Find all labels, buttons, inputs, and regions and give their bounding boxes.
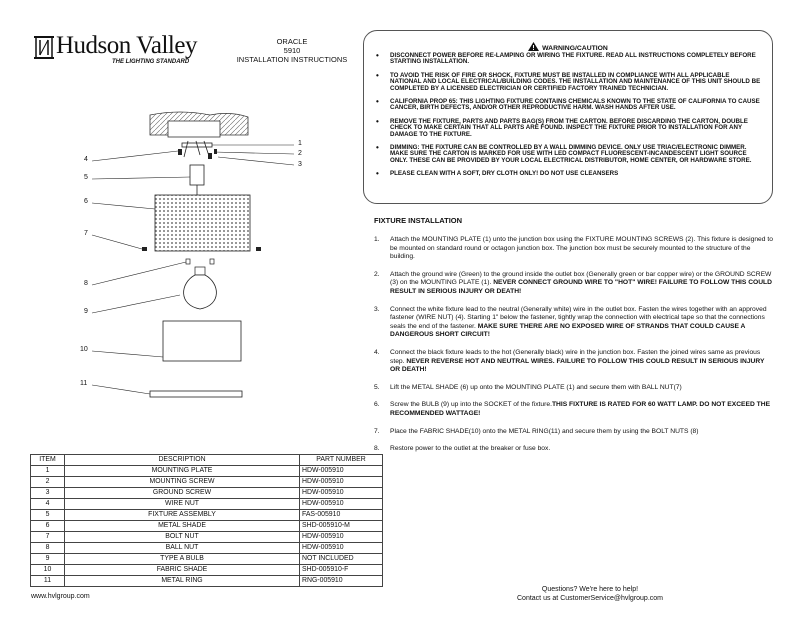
warning-box — [363, 30, 773, 204]
warning-heading — [364, 42, 772, 52]
step-text: Attach the ground wire (Green) to the ground inside the outlet box (Generally green or bar copper wire) or the GROUND SCREW (3) on the MOUNTING PLATE (1). — [390, 270, 772, 287]
step-warning: THIS FIXTURE IS RATED FOR 60 WATT LAMP. DO NOT EXCEED THE RECOMMENDED WATTAGE! — [390, 401, 771, 417]
table-row — [31, 554, 383, 565]
help-line: Questions? We're here to help! — [541, 586, 639, 593]
step-number: 6. — [374, 401, 380, 409]
callout-6: 6 — [84, 198, 88, 205]
part-number-cell: HDW-005910 — [300, 488, 383, 499]
help-contact — [480, 585, 700, 603]
column-header: PART NUMBER — [300, 455, 383, 466]
exploded-diagram — [70, 105, 320, 405]
installation-steps — [374, 236, 774, 463]
part-number-cell: HDW-005910 — [300, 477, 383, 488]
step-number: 2. — [374, 270, 380, 278]
description-cell: FABRIC SHADE — [65, 565, 300, 576]
table-row — [31, 488, 383, 499]
item-cell: 2 — [31, 477, 65, 488]
part-number-cell: NOT INCLUDED — [300, 554, 383, 565]
description-cell: MOUNTING PLATE — [65, 466, 300, 477]
document-header — [232, 37, 352, 64]
step-text: Attach the MOUNTING PLATE (1) unto the junction box using the FIXTURE MOUNTING SCREWS (2). This fixture is designed to be mounted on standard round or octagon junction box. The junction box must be securely mounted to the structure of the building. — [390, 236, 773, 261]
document-title: INSTALLATION INSTRUCTIONS — [236, 55, 348, 64]
step-item — [374, 445, 774, 454]
step-item — [374, 349, 774, 375]
lantern-logo-icon — [34, 34, 54, 60]
step-text: Connect the white fixture lead to the neutral (Generally white) wire in the outlet box. Fasten the wires together with an approved fastener (WIRE NUT) (4). Starting 1" below the fastener, tightly wrap the connection with electrical tape so that the connections seals the end of the fastener. — [390, 305, 767, 330]
description-cell: GROUND SCREW — [65, 488, 300, 499]
description-cell: BOLT NUT — [65, 532, 300, 543]
step-text: Connect the black fixture leads to the hot (Generally black) wire in the junction box. Fasten the joined wires same as previous step. — [390, 348, 761, 365]
step-item — [374, 401, 774, 418]
callout-11: 11 — [80, 380, 88, 387]
step-number: 7. — [374, 427, 380, 435]
table-row — [31, 543, 383, 554]
table-header-row — [31, 455, 383, 466]
callout-9: 9 — [84, 308, 88, 315]
installation-title: FIXTURE INSTALLATION — [374, 216, 463, 225]
step-text: Place the FABRIC SHADE(10) onto the METAL RING(11) and secure them by using the BOLT NUTS (8) — [390, 427, 699, 435]
item-cell: 6 — [31, 521, 65, 532]
step-text: Screw the BULB (9) up into the SOCKET of the fixture. — [390, 401, 552, 409]
description-cell: BALL NUT — [65, 543, 300, 554]
callout-4: 4 — [84, 156, 88, 163]
metal-shade — [155, 195, 250, 251]
step-number: 1. — [374, 236, 380, 243]
part-number-cell: HDW-005910 — [300, 543, 383, 554]
parts-table — [30, 454, 383, 587]
part-number-cell: SHD-005910-F — [300, 565, 383, 576]
step-item — [374, 271, 774, 297]
part-number-cell: HDW-005910 — [300, 532, 383, 543]
item-cell: 7 — [31, 532, 65, 543]
callout-8: 8 — [84, 280, 88, 287]
item-cell: 11 — [31, 576, 65, 587]
brand-logo — [34, 32, 220, 68]
table-row — [31, 521, 383, 532]
ceiling-junction-box — [150, 112, 248, 137]
warning-list — [374, 53, 762, 185]
table-row — [31, 576, 383, 587]
brand-tagline: THE LIGHTING STANDARD — [112, 59, 190, 65]
table-row — [31, 499, 383, 510]
item-cell: 9 — [31, 554, 65, 565]
step-number: 3. — [374, 305, 380, 313]
contact-email[interactable]: Contact us at CustomerService@hvlgroup.com — [517, 595, 663, 602]
fixture-assembly — [190, 165, 204, 195]
warning-triangle-icon — [528, 42, 539, 51]
warning-title: WARNING/CAUTION — [542, 45, 608, 52]
step-text: Restore power to the outlet at the breaker or fuse box. — [390, 445, 551, 453]
callout-7: 7 — [84, 230, 88, 237]
step-warning: NEVER REVERSE HOT AND NEUTRAL WIRES. FAILURE TO FOLLOW THIS COULD RESULT IN SERIOUS INJURY OR DEATH! — [390, 357, 765, 374]
warning-item: • TO AVOID THE RISK OF FIRE OR SHOCK, FIXTURE MUST BE INSTALLED IN COMPLIANCE WITH ALL APPLICABLE NATIONAL AND LOCAL ELECTRICAL/BUILDING CODES. THE INSTALLATION AND MAINTENANCE OF THIS UNIT SHOULD BE COMPLETED BY A LICENSED ELECTRICIAN OR CERTIFIED FACTORY TRAINED TECHNICIAN. — [374, 73, 762, 92]
callout-3: 3 — [298, 161, 302, 168]
warning-item: • PLEASE CLEAN WITH A SOFT, DRY CLOTH ONLY! DO NOT USE CLEANSERS — [374, 171, 762, 177]
step-text: Lift the METAL SHADE (6) up onto the MOUNTING PLATE (1) and secure them with BALL NUT(7) — [390, 383, 682, 391]
description-cell: MOUNTING SCREW — [65, 477, 300, 488]
mounting-plate — [178, 141, 217, 159]
step-item — [374, 428, 774, 437]
item-cell: 8 — [31, 543, 65, 554]
table-row — [31, 466, 383, 477]
callout-1: 1 — [298, 140, 302, 147]
callout-5: 5 — [84, 174, 88, 181]
bulb — [184, 267, 217, 309]
callout-10: 10 — [80, 346, 88, 353]
metal-ring — [150, 391, 242, 397]
column-header: DESCRIPTION — [65, 455, 300, 466]
part-number-cell: HDW-005910 — [300, 466, 383, 477]
item-cell: 1 — [31, 466, 65, 477]
callout-2: 2 — [298, 150, 302, 157]
product-name: ORACLE — [276, 37, 308, 46]
item-cell: 10 — [31, 565, 65, 576]
item-cell: 3 — [31, 488, 65, 499]
part-number-cell: RNG-005910 — [300, 576, 383, 587]
table-row — [31, 565, 383, 576]
table-row — [31, 532, 383, 543]
description-cell: FIXTURE ASSEMBLY — [65, 510, 300, 521]
step-number: 4. — [374, 348, 380, 356]
step-item — [374, 384, 774, 393]
description-cell: TYPE A BULB — [65, 554, 300, 565]
warning-item: • CALIFORNIA PROP 65: THIS LIGHTING FIXTURE CONTAINS CHEMICALS KNOWN TO THE STATE OF CALIFORNIA TO CAUSE CANCER, BIRTH DEFECTS, AND/OR OTHER REPRODUCTIVE HARM. WASH HANDS AFTER USE. — [374, 99, 762, 112]
description-cell: METAL SHADE — [65, 521, 300, 532]
description-cell: WIRE NUT — [65, 499, 300, 510]
part-number-cell: FAS-005910 — [300, 510, 383, 521]
warning-item: • DISCONNECT POWER BEFORE RE-LAMPING OR WIRING THE FIXTURE. READ ALL INSTRUCTIONS COMPLETELY BEFORE STARTING INSTALLATION. — [374, 53, 762, 66]
model-number: 5910 — [283, 46, 301, 55]
column-header: ITEM — [31, 455, 65, 466]
fabric-shade — [163, 321, 241, 361]
table-row — [31, 510, 383, 521]
step-item — [374, 306, 774, 340]
table-row — [31, 477, 383, 488]
brand-name: Hudson Valley — [56, 32, 197, 59]
item-cell: 5 — [31, 510, 65, 521]
part-number-cell: HDW-005910 — [300, 499, 383, 510]
item-cell: 4 — [31, 499, 65, 510]
step-number: 5. — [374, 383, 380, 391]
step-warning: MAKE SURE THERE ARE NO EXPOSED WIRE OF STRANDS THAT COULD CAUSE A DANGEROUS SHORT CIRCUIT! — [390, 322, 746, 339]
warning-item: • DIMMING: THE FIXTURE CAN BE CONTROLLED BY A WALL DIMMING DEVICE. ONLY USE TRIAC/ELECTRONIC DIMMER. MAKE SURE THE CARTON IS MARKED FOR USE WITH LED COMPACT FLUORESCENT-INCANDESCENT LIGHT SOURCE ONLY. THESE CAN BE PROVIDED BY YOUR LOCAL ELECTRICAL DISTRIBUTOR, HOME CENTER, OR HARDWARE STORE. — [374, 145, 762, 164]
step-item — [374, 236, 774, 262]
step-number: 8. — [374, 445, 380, 453]
website-link[interactable]: www.hvlgroup.com — [31, 593, 90, 600]
description-cell: METAL RING — [65, 576, 300, 587]
ball-nuts — [186, 259, 214, 264]
warning-item: • REMOVE THE FIXTURE, PARTS AND PARTS BAG(S) FROM THE CARTON. BEFORE DISCARDING THE CARTON, DOUBLE CHECK TO MAKE CERTAIN THAT ALL PARTS ARE FOUND. INSPECT THE FIXTURE PRIOR TO INSTALLATION FOR ANY DAMAGE TO THE FIXTURE. — [374, 119, 762, 138]
step-warning: NEVER CONNECT GROUND WIRE TO "HOT" WIRE! FAILURE TO FOLLOW THIS COULD RESULT IN SERIOUS INJURY OR DEATH! — [390, 279, 772, 295]
part-number-cell: SHD-005910-M — [300, 521, 383, 532]
